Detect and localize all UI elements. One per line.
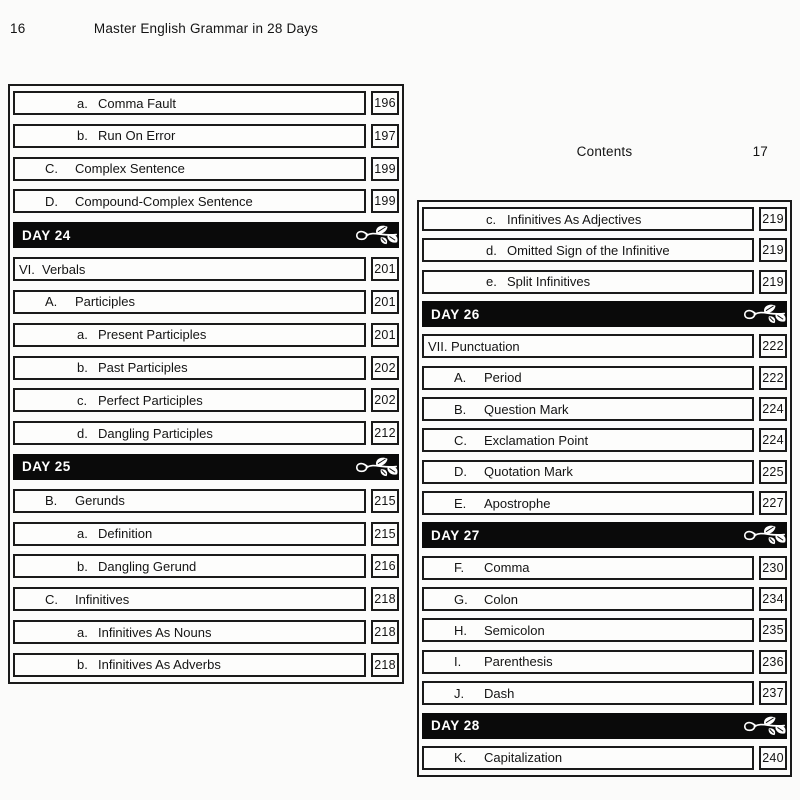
toc-entry-page-number: 224 [759, 428, 787, 452]
toc-entry-page-number: 230 [759, 556, 787, 580]
toc-entry-page-number: 202 [371, 356, 399, 380]
toc-entry-text: Verbals [42, 261, 86, 277]
toc-entry-text: Past Participles [98, 360, 188, 375]
toc-entry-label: D. [454, 464, 467, 480]
toc-entry-row [13, 587, 399, 611]
toc-entry-page-number: 201 [371, 257, 399, 281]
left-page-toc-panel [8, 84, 404, 684]
toc-entry-page-number: 219 [759, 238, 787, 262]
toc-entry-row [13, 189, 399, 213]
day-header-label: DAY 24 [22, 227, 71, 243]
right-page-header [417, 144, 792, 159]
toc-entry-text: Period [484, 370, 522, 386]
toc-entry-row [422, 397, 787, 421]
toc-entry-text: Infinitives [75, 591, 130, 607]
toc-entry-text: Compound-Complex Sentence [75, 193, 253, 209]
toc-entry-text: Perfect Participles [98, 392, 203, 408]
toc-entry-label: a. [77, 95, 88, 111]
day-header-label: DAY 25 [22, 459, 71, 475]
toc-entry-page-number: 224 [759, 397, 787, 421]
toc-entry-row [13, 124, 399, 148]
right-page-number: 17 [752, 144, 768, 159]
toc-entry-page-number: 218 [371, 653, 399, 677]
right-page-toc-panel [417, 200, 792, 777]
toc-entry-label: G. [454, 591, 468, 607]
contents-heading: Contents [576, 144, 633, 159]
toc-entry-text: Question Mark [484, 401, 569, 417]
toc-entry-label: C. [454, 432, 467, 448]
toc-entry-label: C. [45, 161, 58, 177]
day-header-label: DAY 28 [431, 718, 480, 733]
toc-entry-row [422, 366, 787, 390]
toc-entry-page-number: 219 [759, 207, 787, 231]
toc-entry-text: Exclamation Point [484, 432, 589, 448]
day-header-bar [422, 301, 787, 327]
left-page-title: Master English Grammar in 28 Days [93, 21, 319, 36]
toc-entry-title-box [13, 124, 366, 148]
vine-leaf-icon [743, 303, 787, 326]
toc-entry-title-box [13, 653, 366, 677]
toc-entry-row [422, 428, 787, 452]
toc-entry-label: H. [454, 622, 467, 638]
toc-entry-label: D. [45, 193, 58, 209]
toc-entry-row [422, 618, 787, 642]
toc-entry-text: Quotation Mark [484, 464, 573, 480]
toc-entry-page-number: 219 [759, 270, 787, 294]
toc-entry-title-box [13, 388, 366, 412]
toc-entry-text: Comma [484, 560, 530, 576]
day-header-bar [13, 454, 399, 480]
toc-entry-title-box [422, 238, 754, 262]
toc-entry-page-number: 215 [371, 522, 399, 546]
toc-entry-text: Participles [75, 294, 135, 310]
vine-leaf-icon [743, 524, 787, 547]
toc-entry-row [13, 421, 399, 445]
left-page-number: 16 [10, 21, 26, 36]
toc-entry-row [422, 270, 787, 294]
toc-entry-label: c. [486, 211, 497, 227]
toc-entry-title-box [422, 681, 754, 705]
toc-entry-row [13, 323, 399, 347]
toc-entry-label: E. [454, 495, 467, 511]
toc-entry-title-box [422, 270, 754, 294]
toc-entry-title-box [13, 91, 366, 115]
toc-entry-title-box [13, 421, 366, 445]
toc-entry-page-number: 236 [759, 650, 787, 674]
toc-entry-row [422, 587, 787, 611]
toc-entry-title-box [422, 334, 754, 358]
toc-entry-row [422, 650, 787, 674]
toc-entry-text: Dangling Participles [98, 425, 213, 441]
toc-entry-page-number: 218 [371, 587, 399, 611]
toc-entry-text: Infinitives As Adjectives [507, 211, 642, 227]
toc-entry-row [422, 746, 787, 770]
vine-leaf-icon [355, 456, 399, 479]
toc-entry-label: e. [486, 274, 497, 290]
toc-entry-row [13, 489, 399, 513]
toc-entry-title-box [422, 366, 754, 390]
toc-entry-row [13, 620, 399, 644]
toc-entry-label: VII. [428, 338, 448, 354]
toc-entry-row [13, 653, 399, 677]
toc-entry-row [13, 257, 399, 281]
toc-entry-row [422, 238, 787, 262]
toc-entry-page-number: 212 [371, 421, 399, 445]
toc-entry-page-number: 197 [371, 124, 399, 148]
toc-entry-title-box [13, 522, 366, 546]
toc-entry-title-box [422, 428, 754, 452]
toc-entry-row [13, 91, 399, 115]
toc-entry-row [422, 556, 787, 580]
toc-entry-page-number: 199 [371, 157, 399, 181]
toc-entry-label: d. [77, 425, 88, 441]
toc-entry-page-number: 240 [759, 746, 787, 770]
toc-entry-page-number: 222 [759, 334, 787, 358]
toc-entry-label: C. [45, 591, 58, 607]
toc-entry-text: Dash [484, 685, 515, 701]
toc-entry-label: a. [77, 624, 88, 640]
toc-entry-row [13, 157, 399, 181]
toc-entry-label: c. [77, 392, 88, 408]
toc-entry-title-box [13, 189, 366, 213]
toc-entry-page-number: 218 [371, 620, 399, 644]
toc-entry-label: a. [77, 526, 88, 542]
day-header-label: DAY 26 [431, 306, 480, 322]
toc-entry-title-box [13, 257, 366, 281]
toc-entry-label: b. [77, 360, 88, 375]
toc-entry-title-box [422, 460, 754, 484]
toc-entry-title-box [13, 157, 366, 181]
toc-entry-title-box [13, 554, 366, 578]
toc-entry-label: J. [454, 685, 465, 701]
toc-entry-page-number: 196 [371, 91, 399, 115]
toc-entry-page-number: 215 [371, 489, 399, 513]
toc-entry-label: d. [486, 242, 497, 258]
toc-entry-row [422, 681, 787, 705]
toc-entry-title-box [422, 618, 754, 642]
toc-entry-label: b. [77, 558, 88, 574]
toc-entry-title-box [13, 323, 366, 347]
toc-entry-label: A. [45, 294, 58, 310]
toc-entry-text: Infinitives As Adverbs [98, 657, 221, 673]
toc-entry-text: Apostrophe [484, 495, 551, 511]
toc-entry-label: VI. [19, 261, 35, 277]
toc-entry-row [13, 388, 399, 412]
toc-entry-title-box [422, 397, 754, 421]
toc-entry-title-box [422, 207, 754, 231]
toc-entry-title-box [13, 620, 366, 644]
toc-entry-text: Semicolon [484, 622, 545, 638]
toc-entry-text: Present Participles [98, 327, 207, 343]
toc-entry-label: F. [454, 560, 465, 576]
toc-entry-page-number: 216 [371, 554, 399, 578]
toc-entry-page-number: 201 [371, 323, 399, 347]
toc-entry-label: K. [454, 750, 467, 766]
toc-entry-page-number: 227 [759, 491, 787, 515]
toc-entry-text: Dangling Gerund [98, 558, 197, 574]
toc-entry-text: Punctuation [451, 338, 520, 354]
toc-entry-label: B. [45, 493, 58, 509]
toc-entry-label: A. [454, 370, 467, 386]
toc-entry-page-number: 199 [371, 189, 399, 213]
toc-entry-title-box [422, 587, 754, 611]
toc-entry-page-number: 235 [759, 618, 787, 642]
toc-entry-row [13, 356, 399, 380]
toc-entry-title-box [13, 489, 366, 513]
toc-entry-page-number: 201 [371, 290, 399, 314]
toc-entry-title-box [13, 587, 366, 611]
toc-entry-row [422, 491, 787, 515]
toc-entry-row [422, 207, 787, 231]
toc-entry-page-number: 225 [759, 460, 787, 484]
toc-entry-page-number: 234 [759, 587, 787, 611]
toc-entry-text: Definition [98, 526, 153, 542]
toc-entry-text: Omitted Sign of the Infinitive [507, 242, 670, 258]
day-header-label: DAY 27 [431, 527, 480, 543]
toc-entry-row [13, 290, 399, 314]
toc-entry-row [13, 554, 399, 578]
toc-entry-title-box [422, 650, 754, 674]
toc-entry-label: b. [77, 128, 88, 144]
toc-entry-label: B. [454, 401, 467, 417]
toc-entry-title-box [422, 491, 754, 515]
left-page-header [8, 21, 404, 36]
toc-entry-text: Gerunds [75, 493, 125, 509]
vine-leaf-icon [355, 224, 399, 247]
toc-entry-row [13, 522, 399, 546]
toc-entry-text: Colon [484, 591, 518, 607]
toc-entry-text: Complex Sentence [75, 161, 185, 177]
toc-entry-text: Run On Error [98, 128, 176, 144]
toc-entry-row [422, 334, 787, 358]
toc-entry-page-number: 237 [759, 681, 787, 705]
vine-leaf-icon [743, 715, 787, 738]
toc-entry-text: Capitalization [484, 750, 563, 766]
toc-entry-text: Infinitives As Nouns [98, 624, 212, 640]
toc-entry-title-box [13, 290, 366, 314]
toc-entry-label: a. [77, 327, 88, 343]
toc-entry-label: I. [454, 654, 462, 670]
day-header-bar [13, 222, 399, 248]
toc-entry-label: b. [77, 657, 88, 673]
toc-entry-text: Split Infinitives [507, 274, 591, 290]
toc-entry-title-box [422, 556, 754, 580]
toc-entry-page-number: 222 [759, 366, 787, 390]
toc-entry-row [422, 460, 787, 484]
toc-entry-text: Parenthesis [484, 654, 553, 670]
toc-entry-page-number: 202 [371, 388, 399, 412]
toc-entry-title-box [422, 746, 754, 770]
day-header-bar [422, 522, 787, 548]
toc-entry-title-box [13, 356, 366, 380]
toc-entry-text: Comma Fault [98, 95, 177, 111]
day-header-bar [422, 713, 787, 739]
